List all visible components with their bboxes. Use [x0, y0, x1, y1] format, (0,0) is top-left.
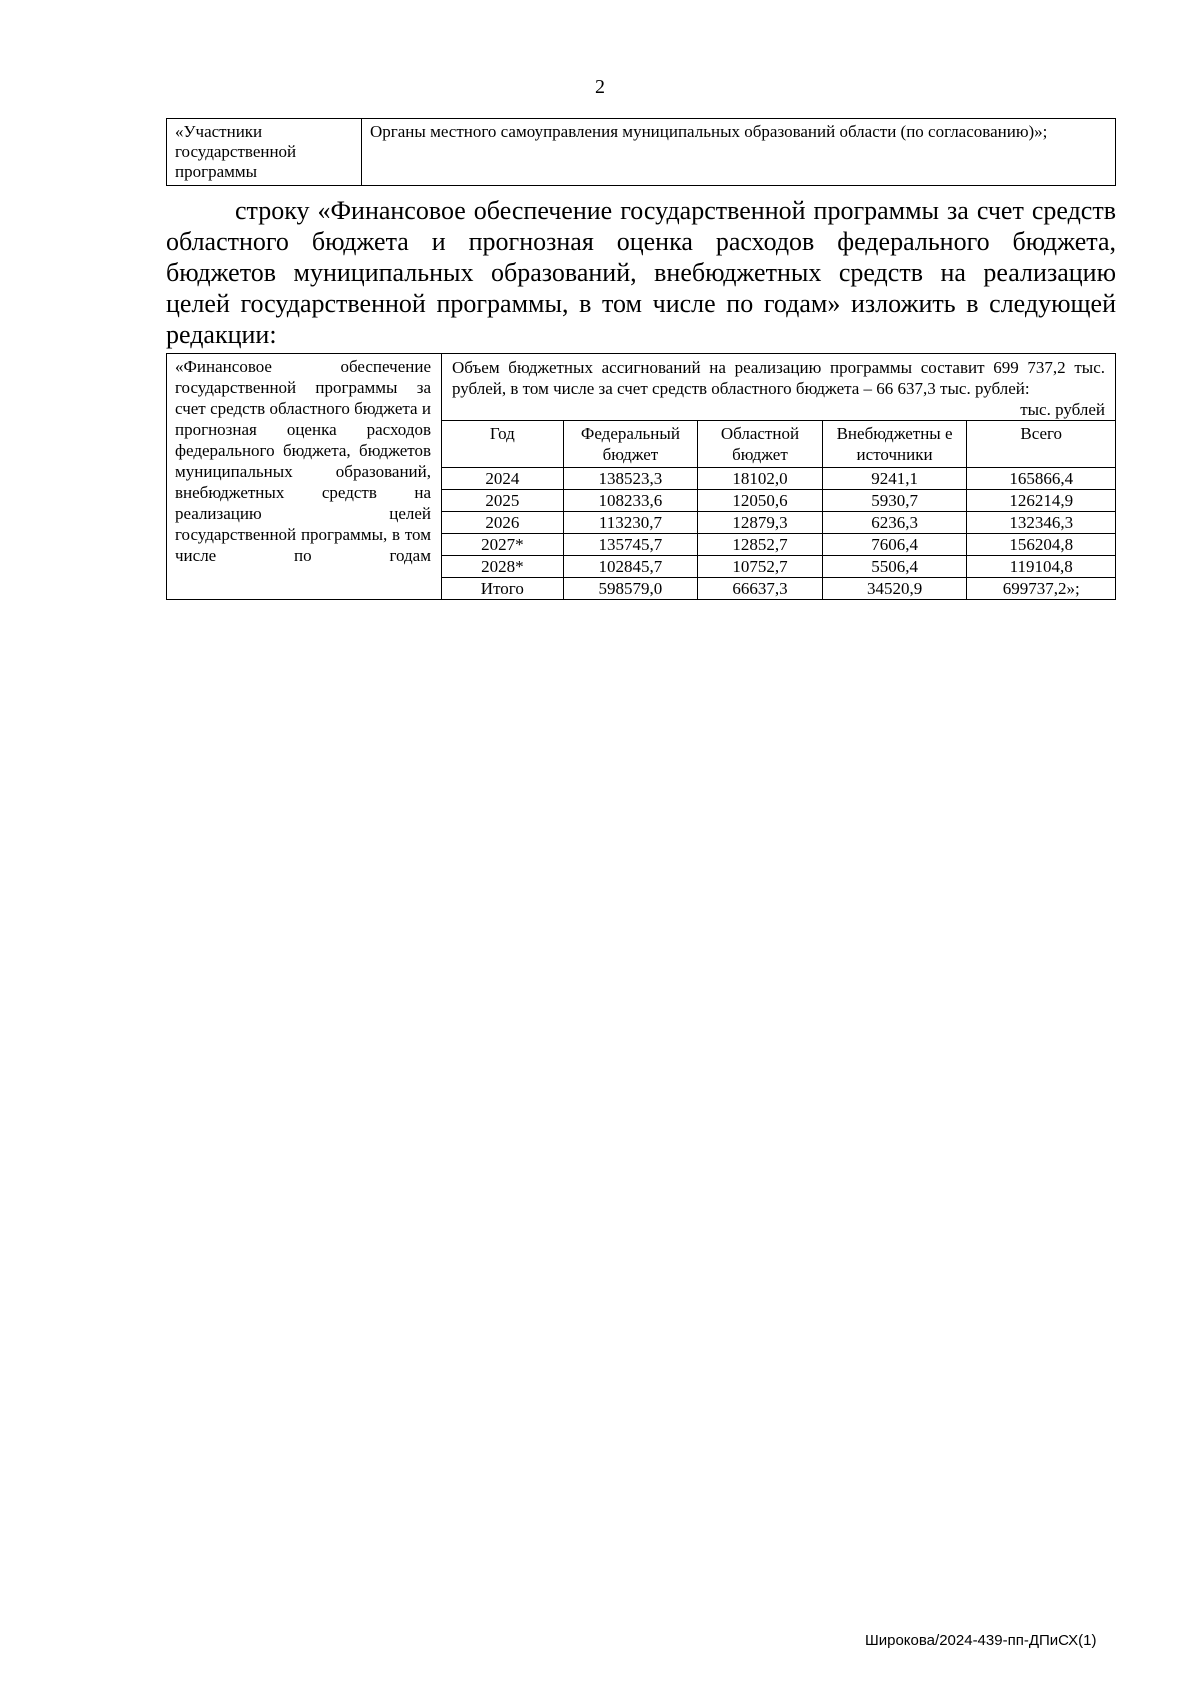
- cell-year: 2024: [442, 468, 563, 490]
- table-row-total: [442, 578, 1115, 600]
- cell-total: 119104,8: [967, 556, 1115, 578]
- col-header-total: Всего: [967, 421, 1115, 468]
- finance-content: [442, 354, 1116, 600]
- document-code: Широкова/2024-439-пп-ДПиСХ(1): [865, 1632, 1097, 1649]
- cell-year: 2028*: [442, 556, 563, 578]
- table-row: [442, 490, 1115, 512]
- col-header-regional: Областной бюджет: [698, 421, 823, 468]
- finance-header-row: [442, 421, 1115, 468]
- cell-extrabudget: 5930,7: [822, 490, 967, 512]
- participants-value: Органы местного самоуправления муниципальных образований области (по согласованию)»;: [362, 119, 1116, 186]
- cell-extrabudget: 6236,3: [822, 512, 967, 534]
- table-row: [442, 468, 1115, 490]
- cell-year: 2025: [442, 490, 563, 512]
- cell-federal: 598579,0: [563, 578, 698, 600]
- cell-total: 699737,2»;: [967, 578, 1115, 600]
- cell-extrabudget: 9241,1: [822, 468, 967, 490]
- page-number: 2: [595, 76, 605, 98]
- cell-regional: 66637,3: [698, 578, 823, 600]
- cell-federal: 138523,3: [563, 468, 698, 490]
- cell-regional: 12852,7: [698, 534, 823, 556]
- finance-units: тыс. рублей: [1020, 400, 1105, 419]
- finance-label: «Финансовое обеспечение государственной программы за счет средств областного бюджета и прогнозная оценка расходов федерального бюджета, бюджетов муниципальных образований, внебюджетных средств на реализацию целей государственной программы, в том числе по годам: [167, 354, 442, 600]
- cell-total: 132346,3: [967, 512, 1115, 534]
- cell-year: 2027*: [442, 534, 563, 556]
- cell-year: 2026: [442, 512, 563, 534]
- cell-extrabudget: 5506,4: [822, 556, 967, 578]
- cell-federal: 135745,7: [563, 534, 698, 556]
- cell-total: 165866,4: [967, 468, 1115, 490]
- cell-federal: 113230,7: [563, 512, 698, 534]
- cell-extrabudget: 7606,4: [822, 534, 967, 556]
- finance-intro: Объем бюджетных ассигнований на реализацию программы составит 699 737,2 тыс. рублей, в том числе за счет средств областного бюджета – 66 637,3 тыс. рублей:: [452, 358, 1105, 398]
- amendment-paragraph: строку «Финансовое обеспечение государственной программы за счет средств областного бюджета и прогнозная оценка расходов федерального бюджета, бюджетов муниципальных образований, внебюджетных средств на реализацию целей государственной программы, в том числе по годам» изложить в следующей редакции:: [166, 196, 1116, 349]
- cell-year: Итого: [442, 578, 563, 600]
- table-row: [442, 534, 1115, 556]
- finance-breakdown-table: [442, 420, 1115, 599]
- cell-federal: 102845,7: [563, 556, 698, 578]
- cell-extrabudget: 34520,9: [822, 578, 967, 600]
- cell-federal: 108233,6: [563, 490, 698, 512]
- participants-table: [166, 118, 1116, 186]
- cell-total: 156204,8: [967, 534, 1115, 556]
- col-header-extrabudget: Внебюджетны е источники: [822, 421, 967, 468]
- table-row: [442, 512, 1115, 534]
- finance-table: [166, 353, 1116, 600]
- participants-row: [167, 119, 1116, 186]
- col-header-federal: Федеральный бюджет: [563, 421, 698, 468]
- cell-total: 126214,9: [967, 490, 1115, 512]
- cell-regional: 18102,0: [698, 468, 823, 490]
- participants-label: «Участники государственной программы: [167, 119, 362, 186]
- table-row: [442, 556, 1115, 578]
- col-header-year: Год: [442, 421, 563, 468]
- cell-regional: 12879,3: [698, 512, 823, 534]
- cell-regional: 12050,6: [698, 490, 823, 512]
- cell-regional: 10752,7: [698, 556, 823, 578]
